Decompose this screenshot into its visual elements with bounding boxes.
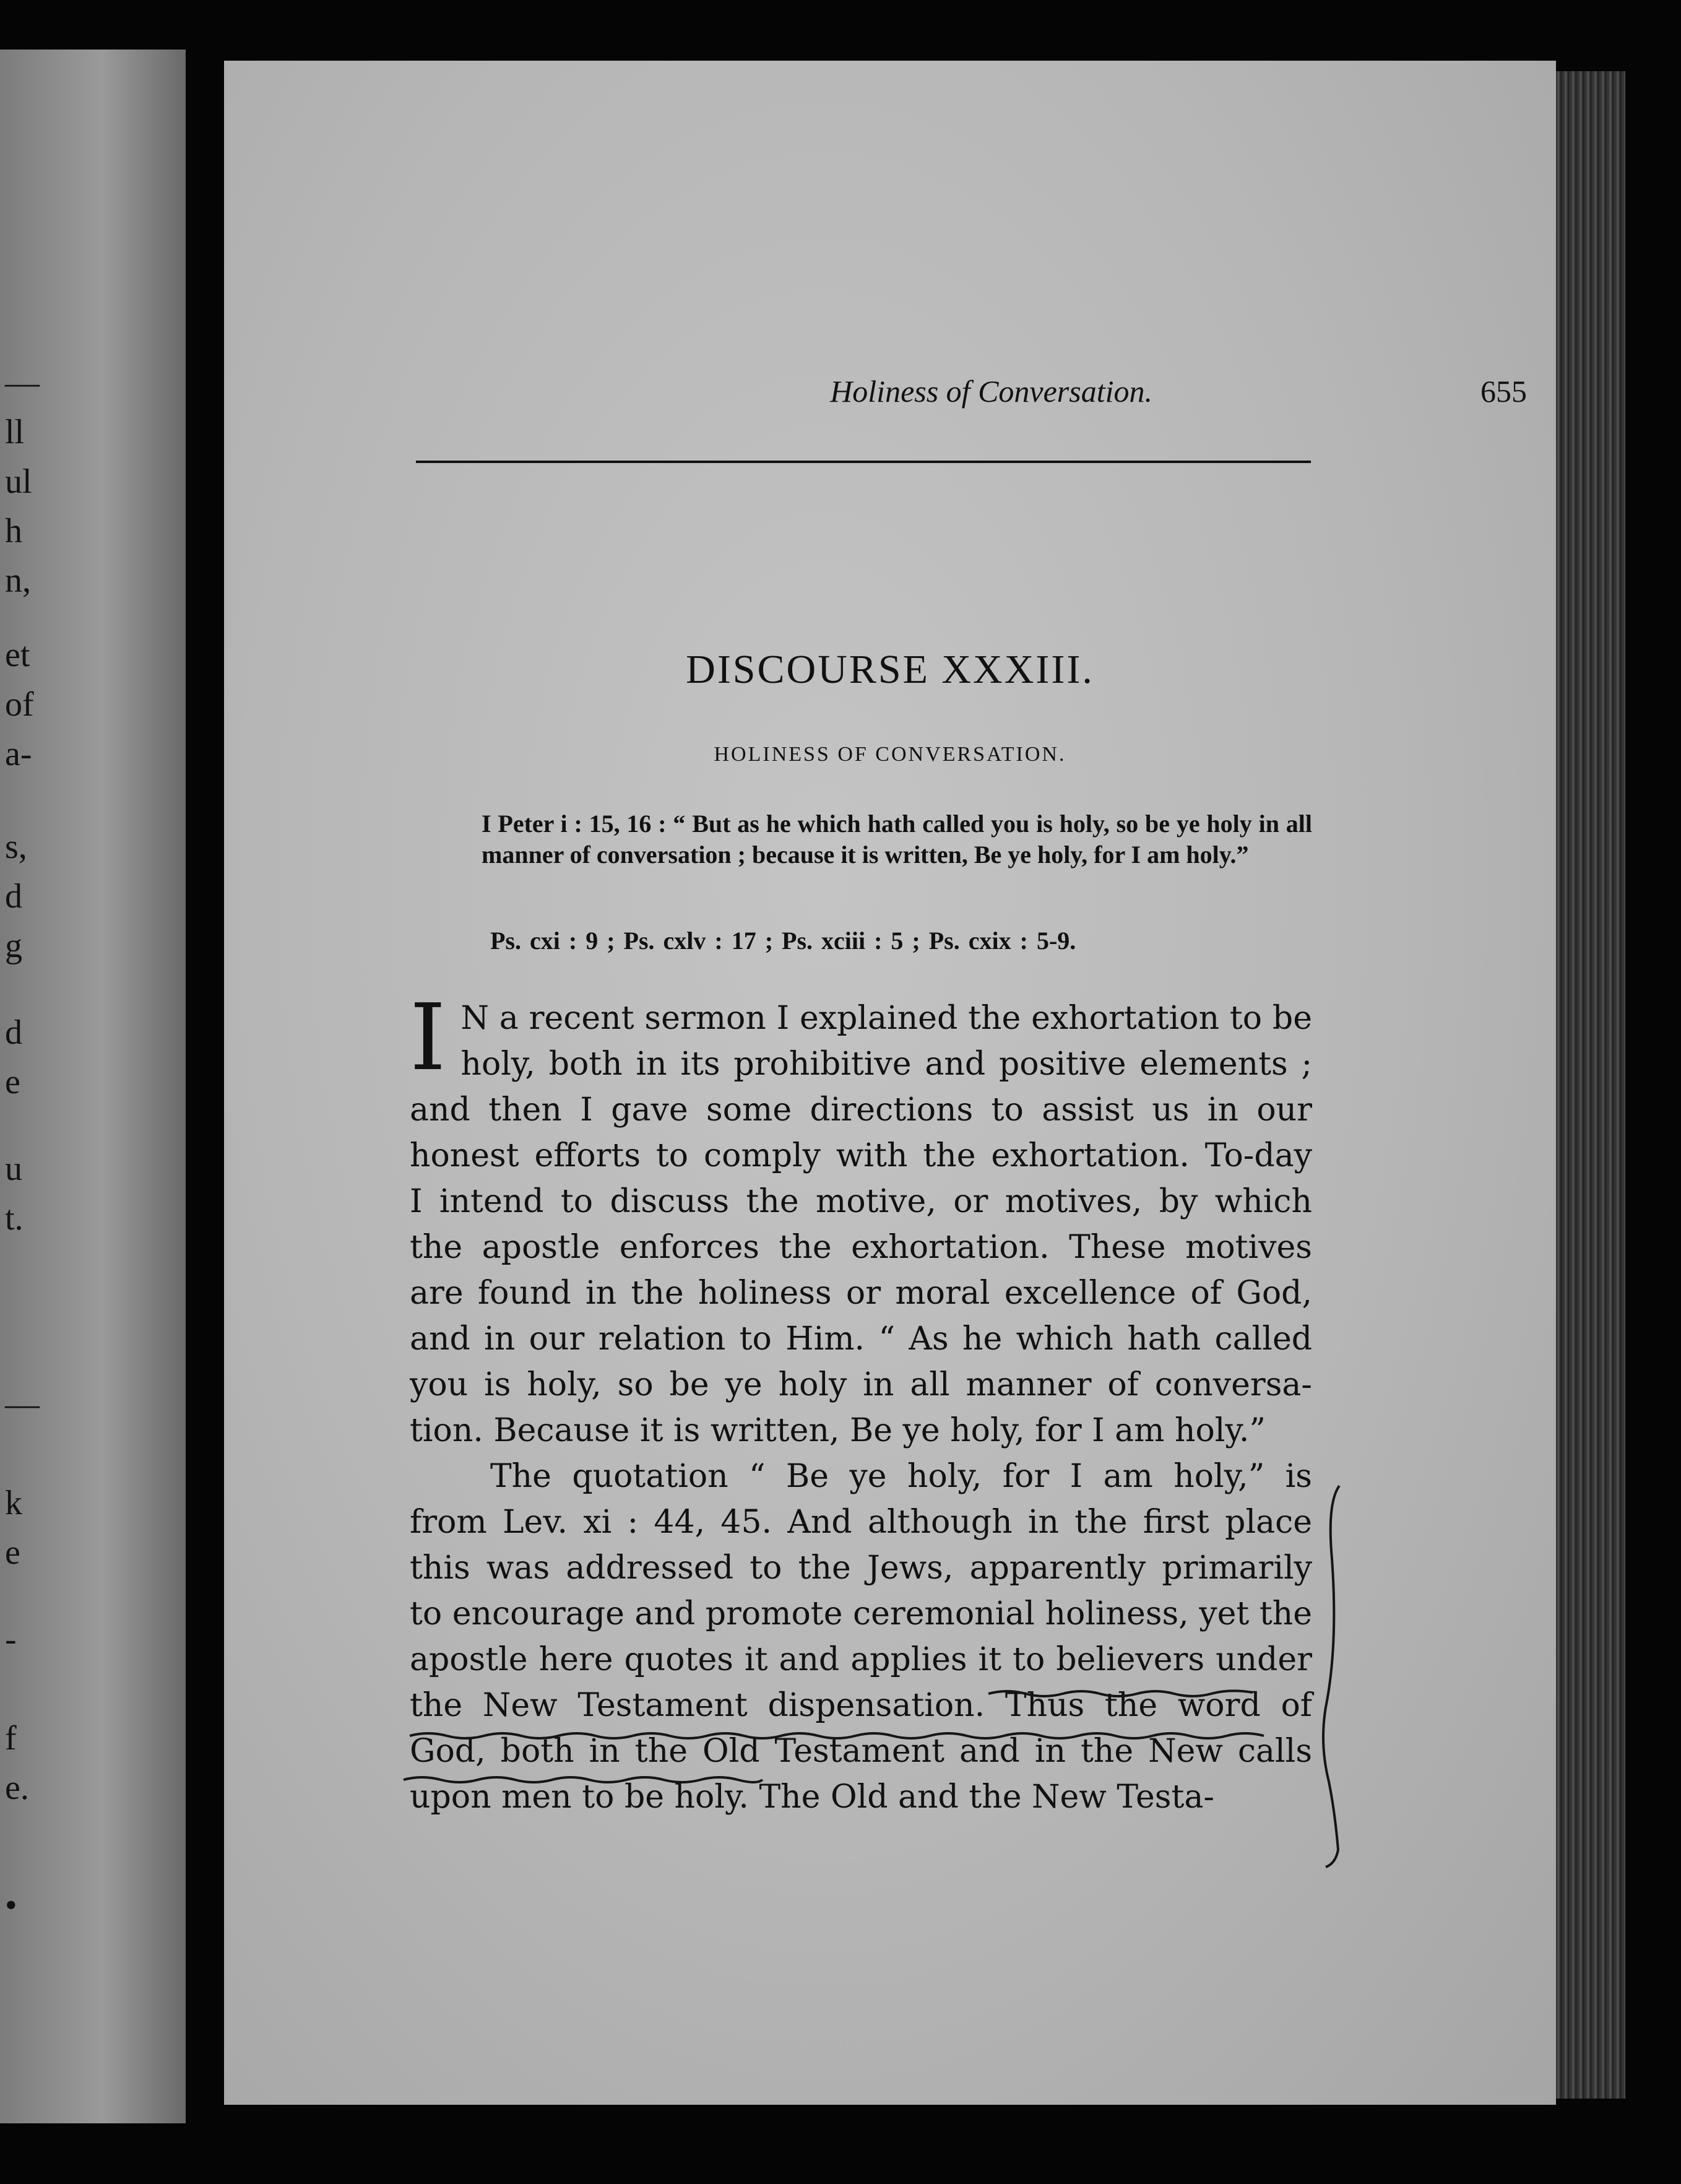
facing-page-fragment: e — [5, 1533, 20, 1572]
facing-page-fragment: d — [5, 1013, 22, 1052]
discourse-title: DISCOURSE XXXIII. — [686, 647, 1094, 692]
facing-page-fragment: — — [5, 1385, 40, 1423]
facing-page-fragment: d — [5, 877, 22, 916]
p1-line: you is holy, so be ye holy in all manner of conversa- — [410, 1366, 1312, 1403]
book-page — [224, 61, 1556, 2105]
p2-line: this was addressed to the Jews, apparently primarily — [410, 1549, 1312, 1587]
p1-line: tion. Because it is written, Be ye holy, for I am holy.” — [410, 1412, 1266, 1449]
epigraph-text: I Peter i : 15, 16 : “ But as he which hath called you is holy, so be ye holy in all manner of conversation ; because it is written, Be ye holy, for I am holy.” — [482, 810, 1312, 869]
facing-page-fragment: h — [5, 512, 22, 550]
header-rule — [416, 461, 1311, 463]
facing-page-fragments — [0, 50, 186, 2123]
facing-page-fragment: ll — [5, 413, 25, 451]
scripture-references: Ps. cxi : 9 ; Ps. cxlv : 17 ; Ps. xciii : 5 ; Ps. cxix : 5-9. — [490, 927, 1076, 955]
scripture-epigraph — [410, 808, 1312, 870]
facing-page-fragment: ul — [5, 462, 32, 501]
p2-line: The quotation “ Be ye holy, for I am holy,” is — [490, 1458, 1312, 1495]
p2-line: to encourage and promote ceremonial holiness, yet the — [410, 1595, 1312, 1632]
p2-line: apostle here quotes it and applies it to believers under — [410, 1641, 1312, 1678]
facing-page-fragment: g — [5, 927, 22, 965]
p1-line: I intend to discuss the motive, or motives, by which — [410, 1183, 1312, 1220]
facing-page-fragment: • — [5, 1886, 17, 1925]
page-edges — [1556, 71, 1625, 2099]
p2-line: God, both in the Old Testament and in the New calls — [410, 1733, 1312, 1770]
facing-page-fragment: u — [5, 1150, 22, 1188]
book-gutter — [186, 37, 223, 2142]
facing-page-fragment: k — [5, 1484, 22, 1522]
facing-page-fragment: — — [5, 363, 40, 402]
drop-cap: I — [410, 984, 446, 1091]
body-text — [410, 984, 1312, 1820]
paragraph-2 — [410, 1454, 1312, 1820]
p1-line: are found in the holiness or moral excellence of God, — [410, 1275, 1312, 1312]
facing-page-fragment: et — [5, 636, 30, 674]
facing-page-fragment: f — [5, 1719, 17, 1757]
p1-line: honest efforts to comply with the exhortation. To-day — [410, 1137, 1312, 1174]
margin-bracket — [1323, 1486, 1339, 1867]
p1-line: N a recent sermon I explained the exhortation to be — [460, 1000, 1312, 1037]
facing-page — [0, 50, 186, 2123]
p2-line: upon men to be holy. The Old and the New Testa- — [410, 1779, 1214, 1816]
facing-page-fragment: t. — [5, 1199, 24, 1237]
p1-line: and in our relation to Him. “ As he which hath called — [410, 1320, 1312, 1358]
facing-page-fragment: e. — [5, 1769, 29, 1807]
p2-line: the New Testament dispensation. Thus the word of — [410, 1687, 1312, 1724]
facing-page-fragment: s, — [5, 828, 27, 866]
paragraph-1-lines — [410, 984, 1312, 1454]
facing-page-fragment: n, — [5, 561, 31, 600]
facing-page-fragment: e — [5, 1063, 20, 1101]
p1-line: holy, both in its prohibitive and positive elements ; — [460, 1046, 1312, 1083]
paragraph-1 — [410, 984, 1312, 1454]
p1-line: and then I gave some directions to assist us in our — [410, 1091, 1312, 1129]
facing-page-fragment: of — [5, 685, 34, 724]
discourse-subtitle: HOLINESS OF CONVERSATION. — [714, 743, 1066, 766]
facing-page-fragment: a- — [5, 735, 32, 773]
running-head: Holiness of Conversation. — [830, 374, 1152, 409]
p1-line: the apostle enforces the exhortation. These motives — [410, 1229, 1312, 1266]
page-number: 655 — [1480, 374, 1527, 409]
p2-line: from Lev. xi : 44, 45. And although in the first place — [410, 1504, 1312, 1541]
facing-page-fragment: - — [5, 1620, 17, 1658]
